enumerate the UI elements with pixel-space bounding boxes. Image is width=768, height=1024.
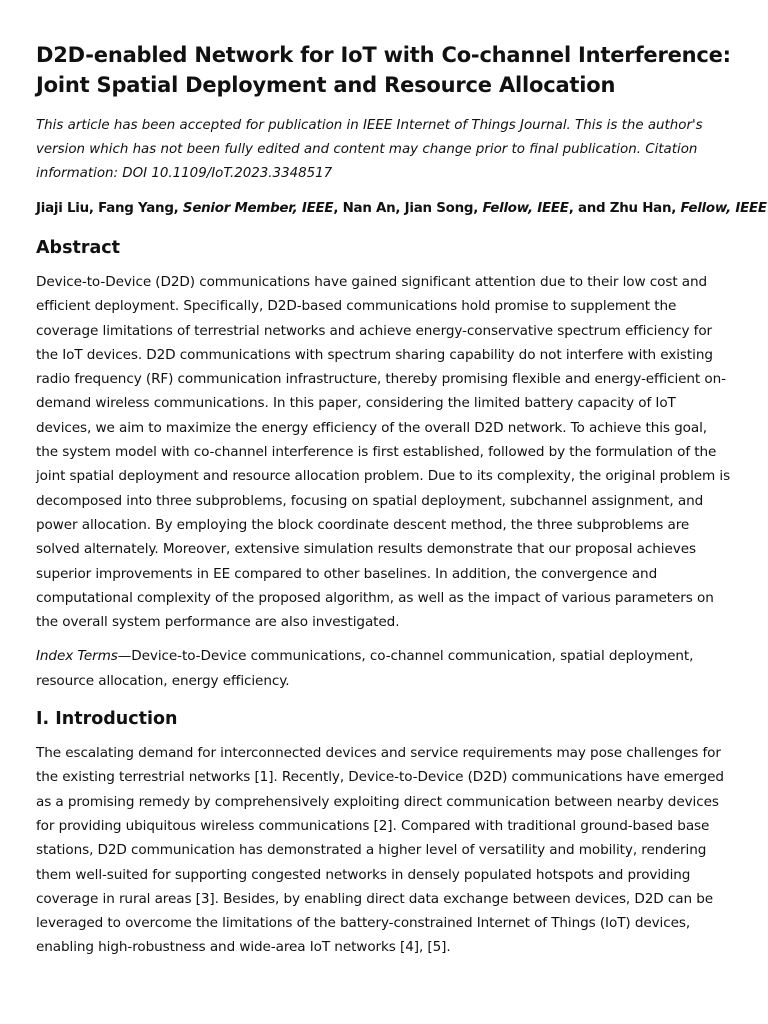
author-separator: , — [333, 201, 343, 216]
index-terms-text: —Device-to-Device communications, co-channel communication, spatial deployment, resource allocation, energy efficiency. — [36, 648, 694, 689]
author-affiliation: Fellow, IEEE — [482, 201, 569, 216]
abstract-heading: Abstract — [36, 238, 121, 258]
author-name: Nan An — [342, 201, 396, 216]
author-name: Jian Song — [404, 201, 474, 216]
author-name: Jiaji Liu — [36, 201, 89, 216]
index-terms — [36, 644, 732, 693]
index-terms-label: Index Terms — [36, 648, 118, 665]
author-list: Jiaji Liu, Fang Yang, Senior Member, IEEE, Nan An, Jian Song, Fellow, IEEE, and Zhu Han, Fellow, IEEE — [36, 201, 767, 216]
author-name: Zhu Han — [609, 201, 672, 216]
author-separator: , — [395, 201, 405, 216]
publication-note: This article has been accepted for publication in IEEE Internet of Things Journal. This is the author's version which has not been fully edited and content may change prior to final publication. Citation information: DOI 10.1109/IoT.2023.3348517 — [36, 118, 703, 181]
author-separator: , and — [568, 201, 610, 216]
introduction-heading: I. Introduction — [36, 709, 178, 730]
author-name: Fang Yang — [98, 201, 174, 216]
author-affiliation: Fellow, IEEE — [680, 201, 767, 216]
paper-title: D2D-enabled Network for IoT with Co-channel Interference: Joint Spatial Deployment and Resource Allocation — [36, 43, 731, 97]
introduction-text: The escalating demand for interconnected devices and service requirements may pose challenges for the existing terrestrial networks [1]. Recently, Device-to-Device (D2D) communications have emerged as a promising remedy by comprehensively exploiting direct communication between nearby devices for providing ubiquitous wireless communications [2]. Compared with traditional ground-based base stations, D2D communication has demonstrated a higher level of versatility and mobility, rendering them well-suited for supporting congested networks in densely populated hotspots and providing coverage in rural areas [3]. Besides, by enabling direct data exchange between devices, D2D can be leveraged to overcome the limitations of the battery-constrained Internet of Things (IoT) devices, enabling high-robustness and wide-area IoT networks [4], [5]. — [36, 745, 724, 956]
abstract-text: Device-to-Device (D2D) communications have gained significant attention due to their low cost and efficient deployment. Specifically, D2D-based communications hold promise to supplement the coverage limitations of terrestrial networks and achieve energy-conservative spectrum efficiency for the IoT devices. D2D communications with spectrum sharing capability do not interfere with existing radio frequency (RF) communication infrastructure, thereby promising flexible and energy-efficient on-demand wireless communications. In this paper, considering the limited battery capacity of IoT devices, we aim to maximize the energy efficiency of the overall D2D network. To achieve this goal, the system model with co-channel interference is first established, followed by the formulation of the joint spatial deployment and resource allocation problem. Due to its complexity, the original problem is decomposed into three subproblems, focusing on spatial deployment, subchannel assignment, and power allocation. By employing the block coordinate descent method, the three subproblems are solved alternately. Moreover, extensive simulation results demonstrate that our proposal achieves superior improvements in EE compared to other baselines. In addition, the convergence and computational complexity of the proposed algorithm, as well as the impact of various parameters on the overall system performance are also investigated. — [36, 274, 731, 631]
author-separator: , — [88, 201, 99, 216]
author-affiliation: Senior Member, IEEE — [182, 201, 334, 216]
